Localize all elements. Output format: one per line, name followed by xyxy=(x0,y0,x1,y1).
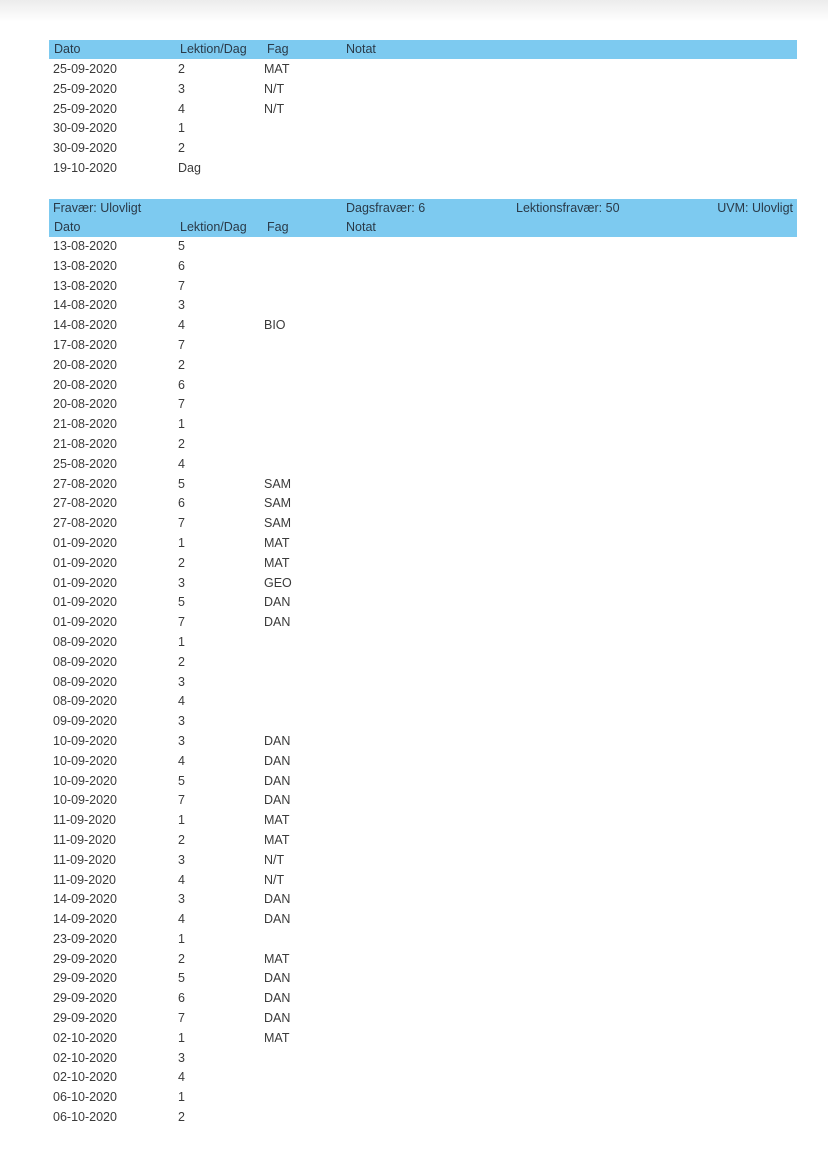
row-subject: SAM xyxy=(264,496,292,511)
row-date: 06-10-2020 xyxy=(53,1090,117,1105)
row-lesson: 3 xyxy=(178,81,185,96)
table1-header-lektion: Lektion/Dag xyxy=(180,42,247,56)
row-subject: DAN xyxy=(264,793,291,808)
row-date: 02-10-2020 xyxy=(53,1070,117,1085)
row-lesson: 1 xyxy=(178,634,185,649)
table-row xyxy=(0,119,828,139)
row-date: 30-09-2020 xyxy=(53,141,117,156)
row-date: 20-08-2020 xyxy=(53,397,117,412)
table1-body xyxy=(0,60,828,179)
table-row xyxy=(0,80,828,100)
row-date: 01-09-2020 xyxy=(53,555,117,570)
row-date: 27-08-2020 xyxy=(53,496,117,511)
row-subject: MAT xyxy=(264,951,290,966)
row-date: 17-08-2020 xyxy=(53,337,117,352)
lektionsfravaer-label: Lektionsfravær: 50 xyxy=(516,201,620,215)
row-lesson: 3 xyxy=(178,733,185,748)
row-date: 10-09-2020 xyxy=(53,793,117,808)
row-date: 14-08-2020 xyxy=(53,298,117,313)
table-row xyxy=(0,593,828,613)
row-lesson: 1 xyxy=(178,535,185,550)
table-row xyxy=(0,673,828,693)
row-lesson: 5 xyxy=(178,239,185,253)
row-lesson: 3 xyxy=(178,1050,185,1065)
row-date: 01-09-2020 xyxy=(53,595,117,610)
table-row xyxy=(0,356,828,376)
row-lesson: 5 xyxy=(178,476,185,491)
row-lesson: 2 xyxy=(178,357,185,372)
row-lesson: 1 xyxy=(178,121,185,136)
row-lesson: 4 xyxy=(178,912,185,927)
table-row xyxy=(0,772,828,792)
table-row xyxy=(0,336,828,356)
row-lesson: 2 xyxy=(178,654,185,669)
table1-header-notat: Notat xyxy=(346,42,376,56)
table-row xyxy=(0,376,828,396)
table-row xyxy=(0,316,828,336)
row-subject: DAN xyxy=(264,912,291,927)
row-date: 02-10-2020 xyxy=(53,1030,117,1045)
dagsfravaer-label: Dagsfravær: 6 xyxy=(346,201,426,215)
row-subject: BIO xyxy=(264,318,286,333)
row-date: 11-09-2020 xyxy=(53,832,117,847)
row-subject: MAT xyxy=(264,832,290,847)
row-subject: DAN xyxy=(264,615,291,630)
table-row xyxy=(0,139,828,159)
table-row xyxy=(0,237,828,257)
table1-header-dato: Dato xyxy=(54,42,81,56)
table-row xyxy=(0,811,828,831)
table-row xyxy=(0,831,828,851)
row-date: 10-09-2020 xyxy=(53,773,117,788)
row-subject: GEO xyxy=(264,575,292,590)
scan-edge-shadow xyxy=(0,0,828,22)
row-lesson: 4 xyxy=(178,694,185,709)
row-subject: MAT xyxy=(264,62,290,76)
row-date: 13-08-2020 xyxy=(53,258,117,273)
row-date: 11-09-2020 xyxy=(53,813,117,828)
row-subject: DAN xyxy=(264,753,291,768)
table-row xyxy=(0,732,828,752)
row-date: 14-09-2020 xyxy=(53,912,117,927)
row-lesson: 5 xyxy=(178,773,185,788)
row-date: 27-08-2020 xyxy=(53,476,117,491)
row-subject: MAT xyxy=(264,555,290,570)
row-lesson: 5 xyxy=(178,595,185,610)
table-row xyxy=(0,871,828,891)
row-date: 08-09-2020 xyxy=(53,654,117,669)
row-lesson: 2 xyxy=(178,1110,185,1125)
row-date: 21-08-2020 xyxy=(53,417,117,432)
row-date: 13-08-2020 xyxy=(53,239,117,253)
row-date: 09-09-2020 xyxy=(53,714,117,729)
row-date: 25-09-2020 xyxy=(53,62,117,76)
row-date: 29-09-2020 xyxy=(53,991,117,1006)
table-row xyxy=(0,851,828,871)
row-subject: DAN xyxy=(264,971,291,986)
row-lesson: 3 xyxy=(178,852,185,867)
table-row xyxy=(0,969,828,989)
table-row xyxy=(0,950,828,970)
row-lesson: 3 xyxy=(178,298,185,313)
table-row xyxy=(0,1029,828,1049)
table-row xyxy=(0,752,828,772)
row-lesson: 4 xyxy=(178,318,185,333)
row-date: 14-08-2020 xyxy=(53,318,117,333)
row-lesson: 7 xyxy=(178,278,185,293)
row-lesson: 7 xyxy=(178,793,185,808)
row-lesson: 6 xyxy=(178,991,185,1006)
table-row xyxy=(0,910,828,930)
row-lesson: 2 xyxy=(178,555,185,570)
row-date: 01-09-2020 xyxy=(53,575,117,590)
row-date: 29-09-2020 xyxy=(53,951,117,966)
row-lesson: 3 xyxy=(178,892,185,907)
uvm-label: UVM: Ulovligt xyxy=(717,201,793,215)
row-subject: DAN xyxy=(264,1011,291,1026)
row-subject: DAN xyxy=(264,595,291,610)
table2-header-dato: Dato xyxy=(54,220,81,234)
table-row xyxy=(0,1068,828,1088)
table-row xyxy=(0,100,828,120)
row-lesson: 7 xyxy=(178,337,185,352)
table-row xyxy=(0,1009,828,1029)
table-row xyxy=(0,633,828,653)
row-date: 11-09-2020 xyxy=(53,852,117,867)
table-row xyxy=(0,890,828,910)
table2-header-lektion: Lektion/Dag xyxy=(180,220,247,234)
row-lesson: 7 xyxy=(178,1011,185,1026)
table-row xyxy=(0,60,828,80)
row-subject: DAN xyxy=(264,773,291,788)
row-lesson: 2 xyxy=(178,951,185,966)
row-lesson: 7 xyxy=(178,397,185,412)
row-lesson: 4 xyxy=(178,101,185,116)
row-subject: N/T xyxy=(264,101,285,116)
row-subject: N/T xyxy=(264,81,285,96)
table-row xyxy=(0,159,828,179)
row-lesson: 1 xyxy=(178,1030,185,1045)
table-row xyxy=(0,574,828,594)
row-date: 10-09-2020 xyxy=(53,733,117,748)
row-lesson: 3 xyxy=(178,714,185,729)
row-date: 08-09-2020 xyxy=(53,674,117,689)
row-date: 25-08-2020 xyxy=(53,456,117,471)
table-row xyxy=(0,475,828,495)
table-row xyxy=(0,1108,828,1128)
table2-header xyxy=(49,218,797,237)
row-subject: DAN xyxy=(264,892,291,907)
table1-header-fag: Fag xyxy=(267,42,289,56)
table-row xyxy=(0,277,828,297)
table2-body xyxy=(0,237,828,1128)
row-date: 08-09-2020 xyxy=(53,634,117,649)
table1-header xyxy=(49,40,797,59)
row-lesson: 7 xyxy=(178,615,185,630)
table-row xyxy=(0,435,828,455)
table-row xyxy=(0,791,828,811)
table-row xyxy=(0,613,828,633)
fravaer-label: Fravær: Ulovligt xyxy=(53,201,142,215)
table-row xyxy=(0,653,828,673)
row-lesson: 4 xyxy=(178,872,185,887)
row-date: 13-08-2020 xyxy=(53,278,117,293)
row-date: 23-09-2020 xyxy=(53,931,117,946)
table-row xyxy=(0,989,828,1009)
row-subject: MAT xyxy=(264,1030,290,1045)
row-subject: MAT xyxy=(264,813,290,828)
row-date: 25-09-2020 xyxy=(53,101,117,116)
row-date: 06-10-2020 xyxy=(53,1110,117,1125)
table-row xyxy=(0,534,828,554)
table-row xyxy=(0,692,828,712)
table-row xyxy=(0,415,828,435)
table-row xyxy=(0,514,828,534)
row-subject: MAT xyxy=(264,535,290,550)
table2-header-notat: Notat xyxy=(346,220,376,234)
table-row xyxy=(0,712,828,732)
row-lesson: Dag xyxy=(178,160,201,175)
row-lesson: 2 xyxy=(178,62,185,76)
row-date: 14-09-2020 xyxy=(53,892,117,907)
row-lesson: 4 xyxy=(178,753,185,768)
row-lesson: 5 xyxy=(178,971,185,986)
row-lesson: 2 xyxy=(178,436,185,451)
row-date: 19-10-2020 xyxy=(53,160,117,175)
row-date: 27-08-2020 xyxy=(53,516,117,531)
row-date: 02-10-2020 xyxy=(53,1050,117,1065)
row-lesson: 7 xyxy=(178,516,185,531)
row-date: 08-09-2020 xyxy=(53,694,117,709)
table2-header-fag: Fag xyxy=(267,220,289,234)
row-date: 29-09-2020 xyxy=(53,971,117,986)
row-lesson: 6 xyxy=(178,377,185,392)
row-subject: N/T xyxy=(264,872,285,887)
row-subject: SAM xyxy=(264,476,292,491)
row-date: 29-09-2020 xyxy=(53,1011,117,1026)
row-lesson: 1 xyxy=(178,1090,185,1105)
row-subject: SAM xyxy=(264,516,292,531)
row-date: 20-08-2020 xyxy=(53,357,117,372)
table-row xyxy=(0,1049,828,1069)
row-lesson: 4 xyxy=(178,456,185,471)
table-row xyxy=(0,455,828,475)
row-date: 11-09-2020 xyxy=(53,872,117,887)
row-subject: DAN xyxy=(264,733,291,748)
row-date: 25-09-2020 xyxy=(53,81,117,96)
row-lesson: 2 xyxy=(178,832,185,847)
row-lesson: 1 xyxy=(178,931,185,946)
row-date: 01-09-2020 xyxy=(53,535,117,550)
row-lesson: 1 xyxy=(178,813,185,828)
table-row xyxy=(0,257,828,277)
table-row xyxy=(0,930,828,950)
row-lesson: 1 xyxy=(178,417,185,432)
row-lesson: 6 xyxy=(178,258,185,273)
row-date: 20-08-2020 xyxy=(53,377,117,392)
row-lesson: 4 xyxy=(178,1070,185,1085)
table-row xyxy=(0,296,828,316)
row-date: 10-09-2020 xyxy=(53,753,117,768)
table-row xyxy=(0,554,828,574)
row-subject: N/T xyxy=(264,852,285,867)
row-lesson: 2 xyxy=(178,141,185,156)
table-row xyxy=(0,494,828,514)
table-row xyxy=(0,1088,828,1108)
absence-summary-bar xyxy=(49,199,797,218)
row-lesson: 3 xyxy=(178,674,185,689)
row-date: 30-09-2020 xyxy=(53,121,117,136)
row-lesson: 6 xyxy=(178,496,185,511)
row-lesson: 3 xyxy=(178,575,185,590)
row-date: 21-08-2020 xyxy=(53,436,117,451)
table-row xyxy=(0,395,828,415)
row-subject: DAN xyxy=(264,991,291,1006)
row-date: 01-09-2020 xyxy=(53,615,117,630)
